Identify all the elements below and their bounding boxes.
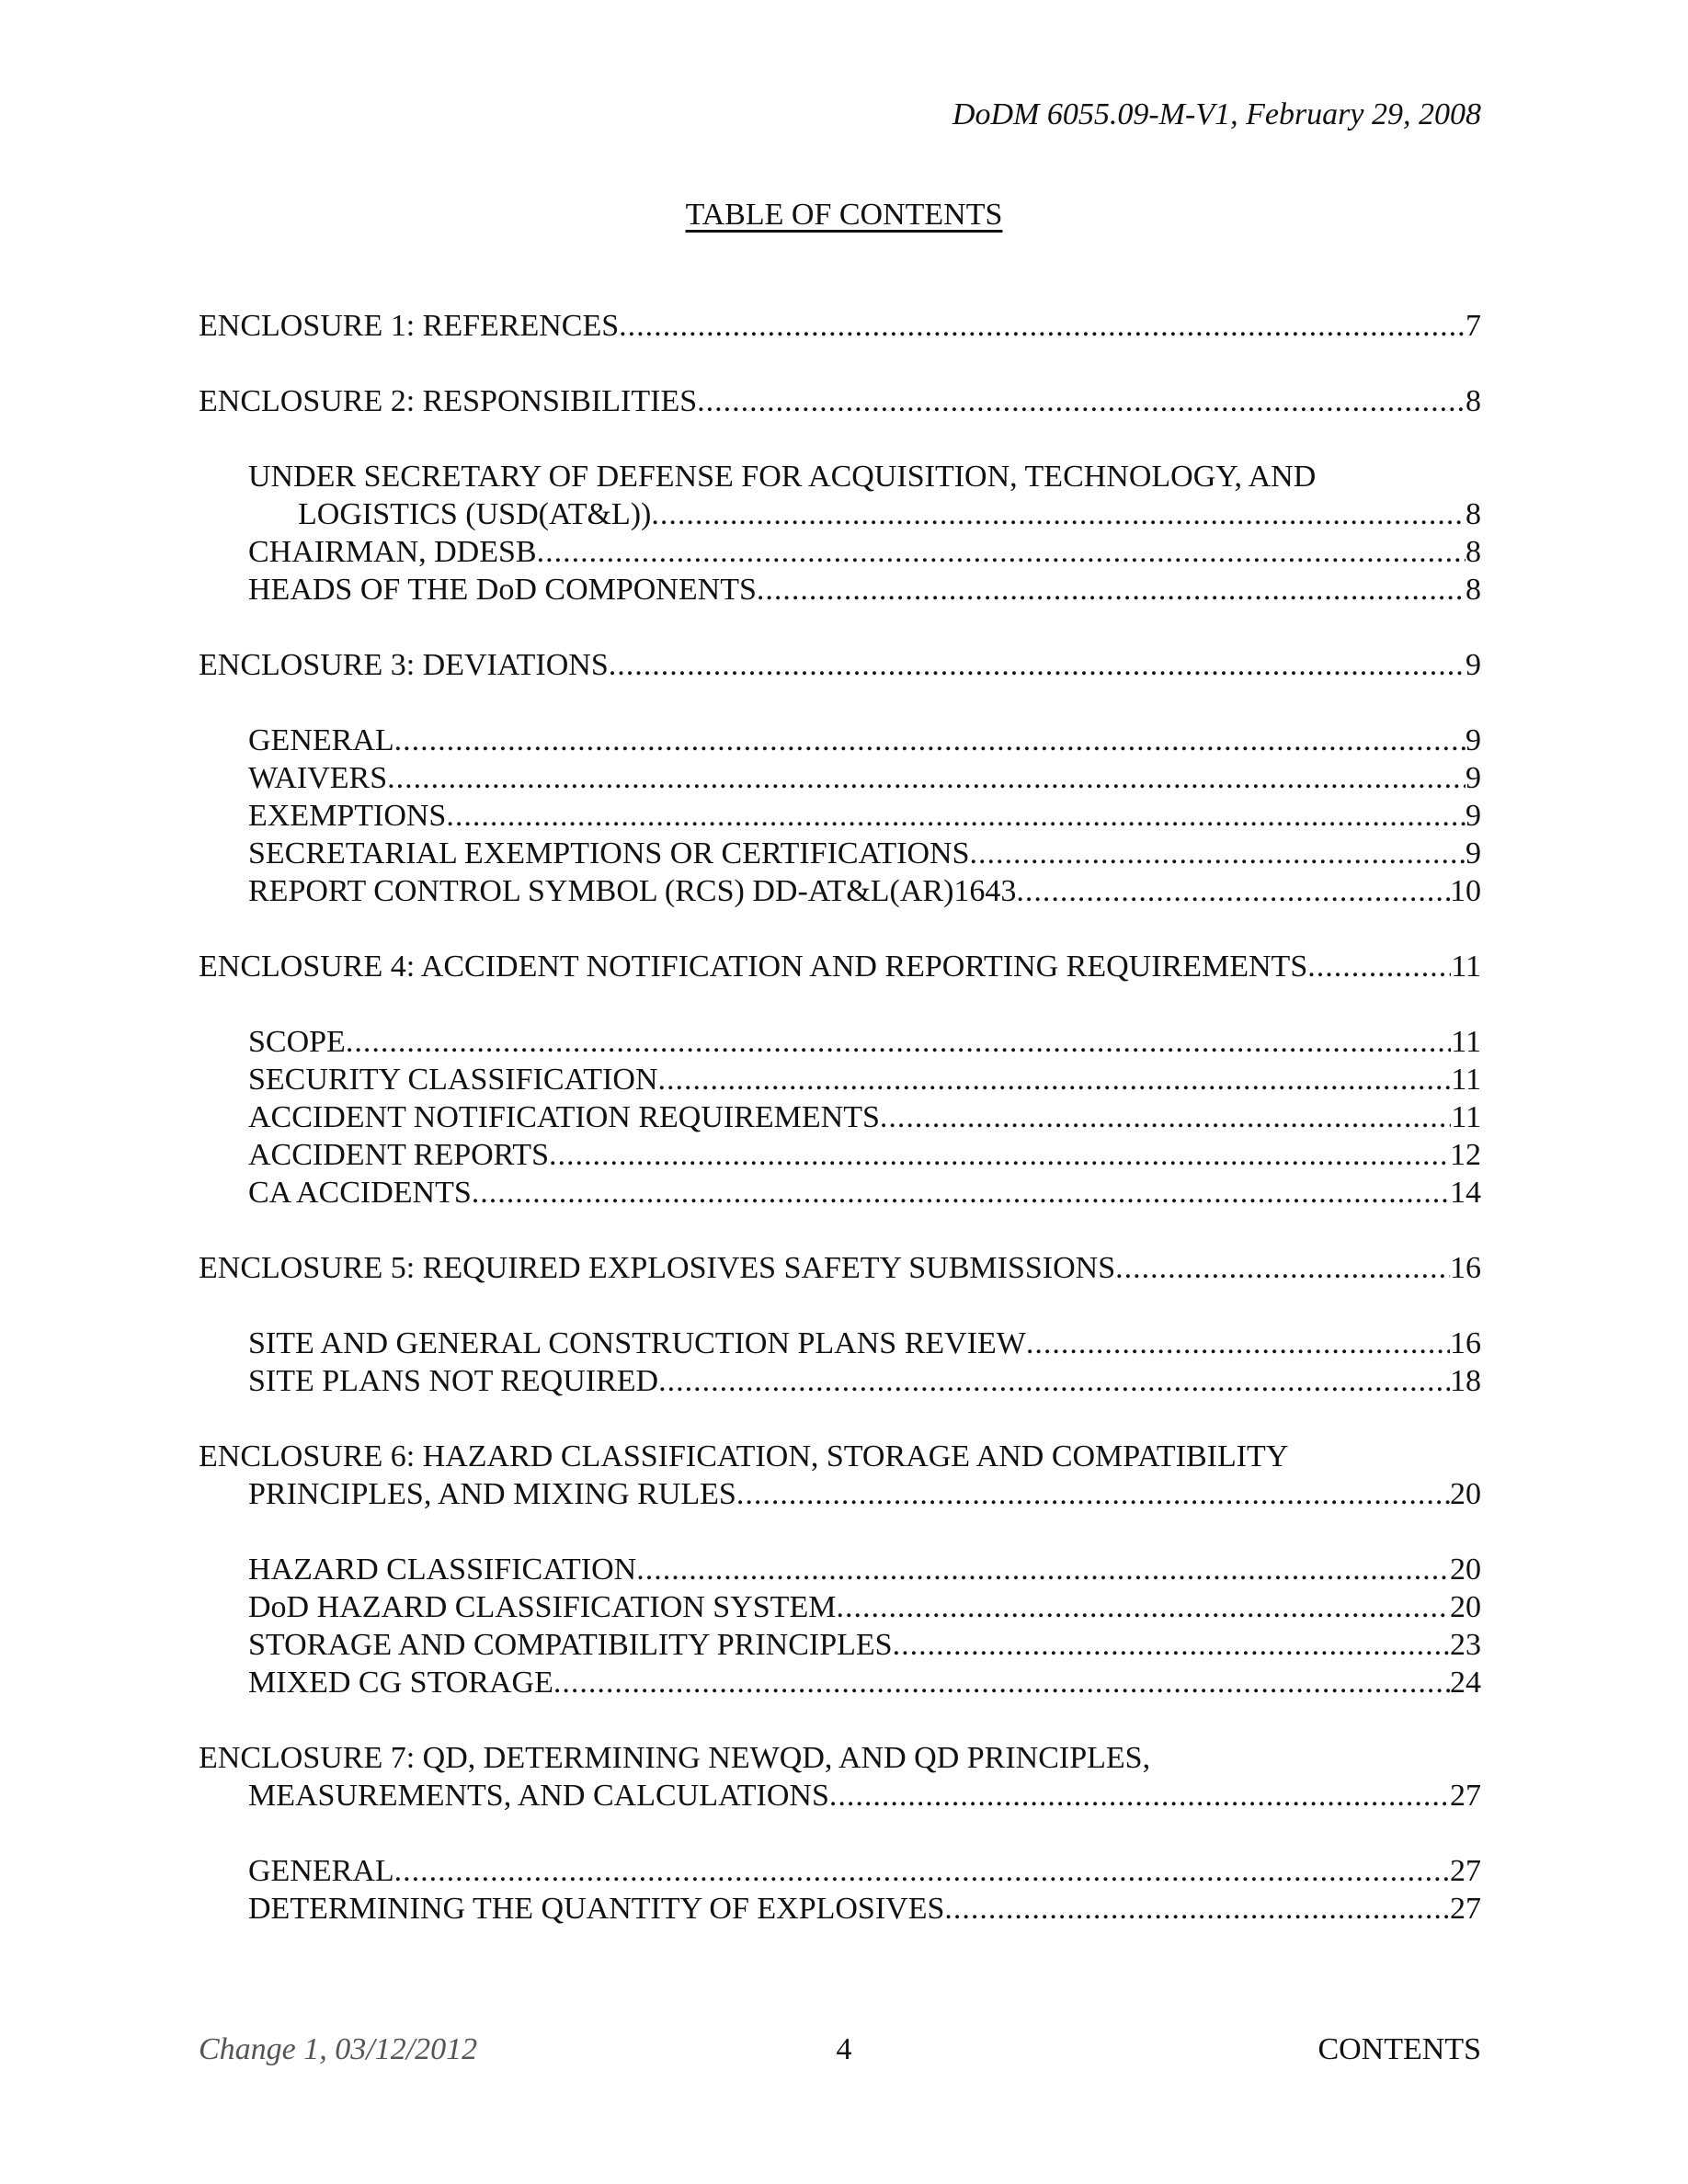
toc-entry-enclosure-1[interactable]: ENCLOSURE 1: REFERENCES ..... 7 xyxy=(199,307,1481,345)
page-ref: 12 xyxy=(1450,1138,1481,1172)
toc-entry-secretarial-exemptions[interactable]: SECRETARIAL EXEMPTIONS OR CERTIFICATIONS ..... 9 xyxy=(199,835,1481,872)
page-ref: 9 xyxy=(1466,836,1481,870)
page-ref: 10 xyxy=(1450,874,1481,908)
toc-entry-site-construction-plans[interactable]: SITE AND GENERAL CONSTRUCTION PLANS REVIEW ..... 16 xyxy=(199,1325,1481,1362)
page-ref: 27 xyxy=(1450,1779,1481,1813)
page-ref: 11 xyxy=(1451,950,1481,984)
page-ref: 8 xyxy=(1466,573,1481,607)
toc-entry-security-classification[interactable]: SECURITY CLASSIFICATION ..... 11 xyxy=(199,1061,1481,1098)
page-title: TABLE OF CONTENTS xyxy=(685,198,1003,232)
toc-entry-hazard-classification[interactable]: HAZARD CLASSIFICATION ..... 20 xyxy=(199,1551,1481,1588)
toc-entry-dod-hazard-classification-system[interactable]: DoD HAZARD CLASSIFICATION SYSTEM ..... 20 xyxy=(199,1588,1481,1626)
toc-entry-chairman-ddesb[interactable]: CHAIRMAN, DDESB ..... 8 xyxy=(199,533,1481,571)
toc-entry-enclosure-7[interactable]: ENCLOSURE 7: QD, DETERMINING NEWQD, AND QD PRINCIPLES, xyxy=(199,1741,1151,1775)
footer-section: CONTENTS xyxy=(1317,2032,1481,2066)
page-ref: 11 xyxy=(1451,1025,1481,1059)
toc-entry-enclosure-2[interactable]: ENCLOSURE 2: RESPONSIBILITIES ..... 8 xyxy=(199,382,1481,420)
page-ref: 20 xyxy=(1450,1477,1481,1511)
page-ref: 14 xyxy=(1450,1176,1481,1210)
page-ref: 27 xyxy=(1450,1854,1481,1888)
footer-change-note: Change 1, 03/12/2012 xyxy=(199,2032,478,2066)
page-ref: 9 xyxy=(1466,648,1481,682)
toc-entry-enclosure-5[interactable]: ENCLOSURE 5: REQUIRED EXPLOSIVES SAFETY SUBMISSIONS ..... 16 xyxy=(199,1249,1481,1287)
page-ref: 8 xyxy=(1466,384,1481,418)
toc-entry-accident-reports[interactable]: ACCIDENT REPORTS ..... 12 xyxy=(199,1136,1481,1174)
toc-entry-waivers[interactable]: WAIVERS ..... 9 xyxy=(199,759,1481,797)
toc-entry-enclosure-7-continued[interactable]: MEASUREMENTS, AND CALCULATIONS ..... 27 xyxy=(199,1777,1481,1814)
page-ref: 9 xyxy=(1466,761,1481,795)
page-ref: 9 xyxy=(1466,723,1481,757)
page-ref: 18 xyxy=(1450,1364,1481,1398)
toc-entry-accident-notification[interactable]: ACCIDENT NOTIFICATION REQUIREMENTS ..... 11 xyxy=(199,1098,1481,1136)
page-ref: 20 xyxy=(1450,1590,1481,1624)
page-ref: 16 xyxy=(1450,1326,1481,1360)
toc-entry-usd-atl[interactable]: UNDER SECRETARY OF DEFENSE FOR ACQUISITION, TECHNOLOGY, AND xyxy=(248,460,1317,494)
toc-entry-site-plans-not-required[interactable]: SITE PLANS NOT REQUIRED ..... 18 xyxy=(199,1362,1481,1400)
page-ref: 7 xyxy=(1466,309,1481,343)
running-header: DoDM 6055.09-M-V1, February 29, 2008 xyxy=(952,97,1481,131)
page-ref: 8 xyxy=(1466,497,1481,531)
page-ref: 8 xyxy=(1466,535,1481,569)
page-ref: 16 xyxy=(1450,1251,1481,1285)
toc-entry-determining-quantity[interactable]: DETERMINING THE QUANTITY OF EXPLOSIVES ..... 27 xyxy=(199,1890,1481,1928)
footer-page-number: 4 xyxy=(836,2032,852,2066)
page-ref: 24 xyxy=(1450,1666,1481,1700)
page-ref: 11 xyxy=(1451,1063,1481,1097)
toc-entry-mixed-cg-storage[interactable]: MIXED CG STORAGE ..... 24 xyxy=(199,1664,1481,1701)
toc-entry-general[interactable]: GENERAL ..... 9 xyxy=(199,722,1481,759)
toc-entry-enclosure-3[interactable]: ENCLOSURE 3: DEVIATIONS ..... 9 xyxy=(199,646,1481,684)
toc-entry-scope[interactable]: SCOPE ..... 11 xyxy=(199,1023,1481,1061)
page-ref: 23 xyxy=(1450,1628,1481,1662)
toc-entry-heads-dod-components[interactable]: HEADS OF THE DoD COMPONENTS ..... 8 xyxy=(199,571,1481,609)
page-ref: 9 xyxy=(1466,799,1481,833)
page-ref: 11 xyxy=(1451,1100,1481,1134)
page-ref: 20 xyxy=(1450,1553,1481,1587)
toc-entry-enclosure-4[interactable]: ENCLOSURE 4: ACCIDENT NOTIFICATION AND REPORTING REQUIREMENTS ..... 11 xyxy=(199,948,1481,985)
toc-entry-usd-atl-continued[interactable]: LOGISTICS (USD(AT&L)) ..... 8 xyxy=(199,495,1481,533)
toc-entry-enclosure-6[interactable]: ENCLOSURE 6: HAZARD CLASSIFICATION, STORAGE AND COMPATIBILITY xyxy=(199,1439,1289,1473)
page-ref: 27 xyxy=(1450,1892,1481,1926)
toc-entry-ca-accidents[interactable]: CA ACCIDENTS ..... 14 xyxy=(199,1174,1481,1211)
toc-entry-general-qd[interactable]: GENERAL ..... 27 xyxy=(199,1852,1481,1890)
toc-entry-storage-compatibility[interactable]: STORAGE AND COMPATIBILITY PRINCIPLES ..... 23 xyxy=(199,1626,1481,1664)
table-of-contents xyxy=(199,307,1481,1928)
toc-entry-report-control-symbol[interactable]: REPORT CONTROL SYMBOL (RCS) DD-AT&L(AR)1643 ..... 10 xyxy=(199,872,1481,910)
toc-entry-exemptions[interactable]: EXEMPTIONS ..... 9 xyxy=(199,797,1481,835)
toc-entry-enclosure-6-continued[interactable]: PRINCIPLES, AND MIXING RULES ..... 20 xyxy=(199,1475,1481,1513)
